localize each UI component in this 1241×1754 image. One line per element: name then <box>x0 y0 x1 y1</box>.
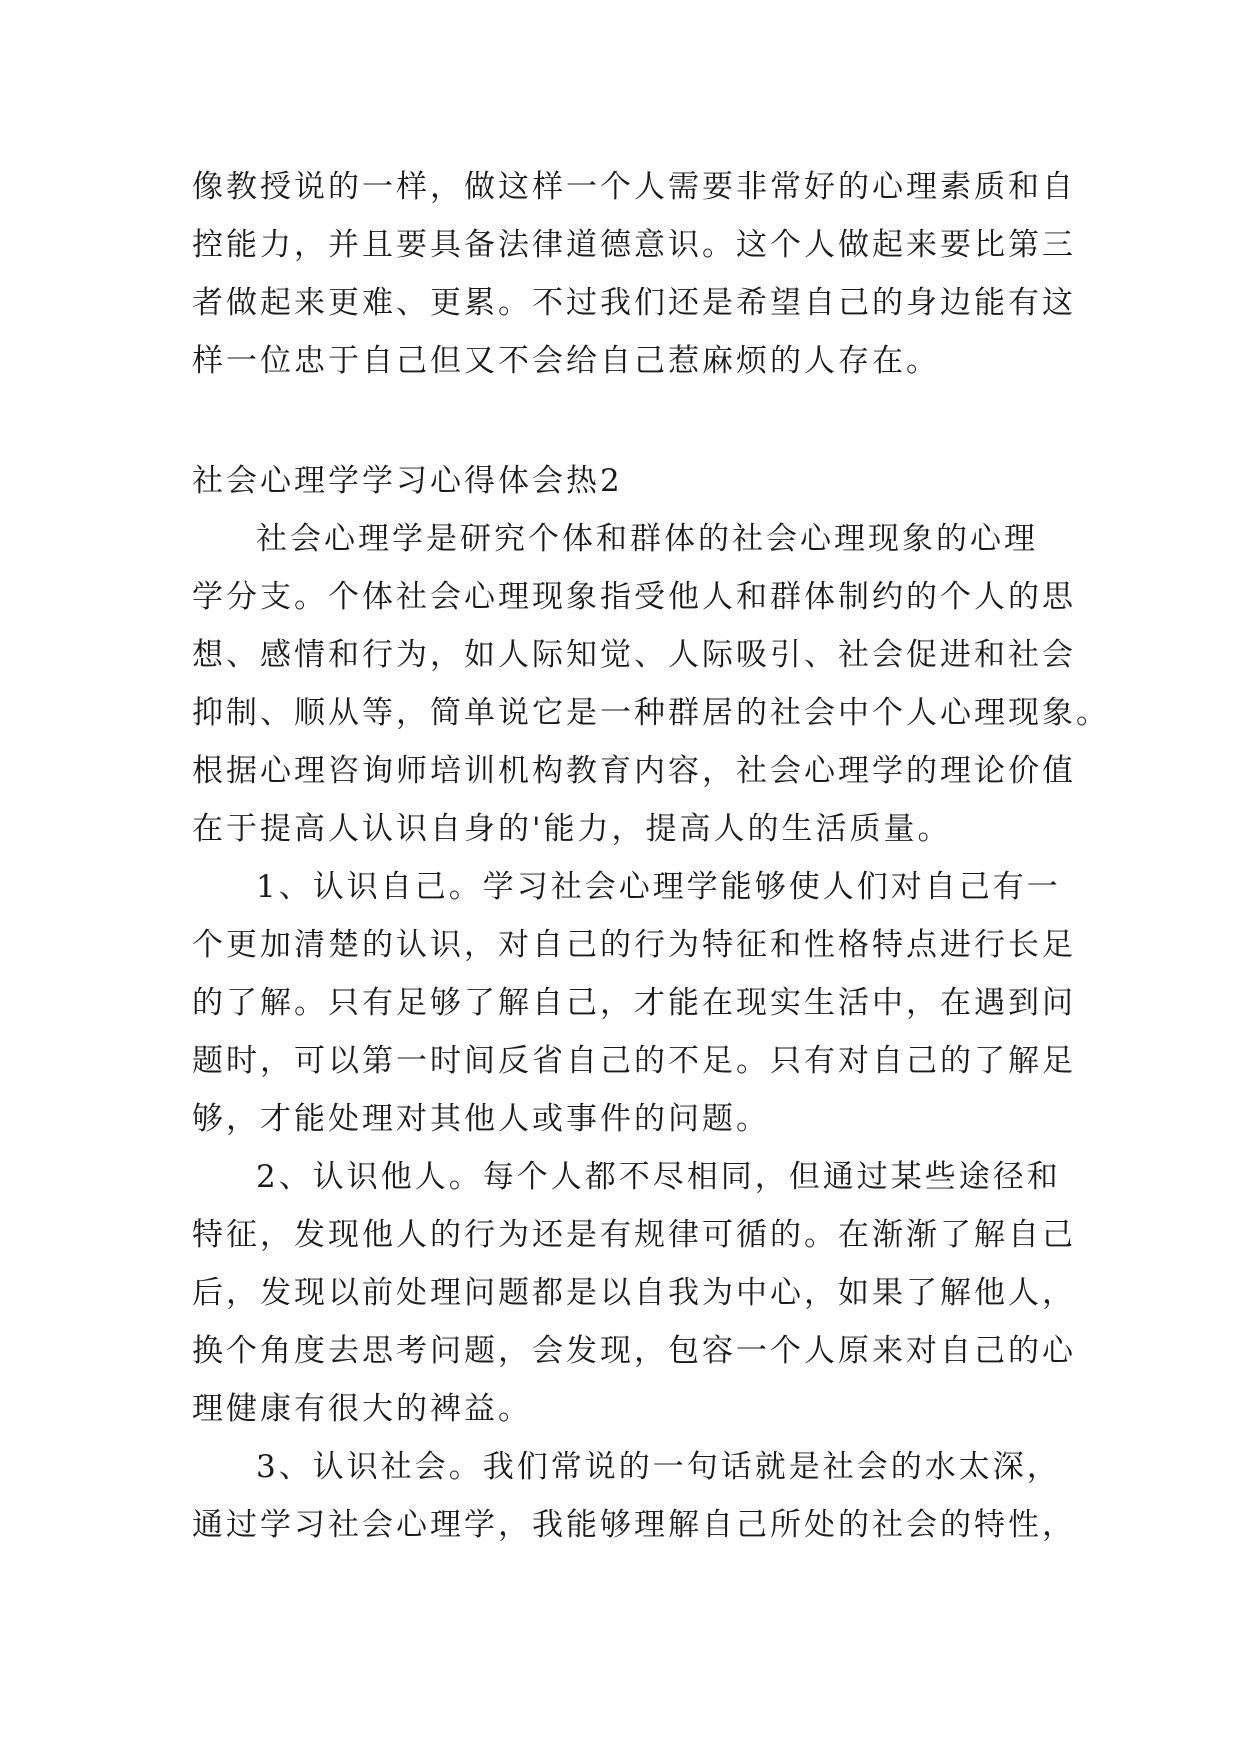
text-line: 学分支。个体社会心理现象指受他人和群体制约的个人的思 <box>192 579 1076 615</box>
text-line: 题时，可以第一时间反省自己的不足。只有对自己的了解足 <box>192 1043 1076 1079</box>
text-line: 特征，发现他人的行为还是有规律可循的。在渐渐了解自己 <box>192 1217 1076 1253</box>
text-line: 在于提高人认识自身的'能力，提高人的生活质量。 <box>192 811 952 847</box>
intro-paragraph <box>192 510 1110 858</box>
text-line: 抑制、顺从等，简单说它是一种群居的社会中个人心理现象。 <box>192 695 1110 731</box>
text-line: 3、认识社会。我们常说的一句话就是社会的水太深， <box>256 1449 1061 1485</box>
text-line: 样一位忠于自己但又不会给自己惹麻烦的人存在。 <box>192 343 940 379</box>
text-line: 像教授说的一样，做这样一个人需要非常好的心理素质和自 <box>192 169 1076 205</box>
text-line: 够，才能处理对其他人或事件的问题。 <box>192 1101 770 1137</box>
text-line: 控能力，并且要具备法律道德意识。这个人做起来要比第三 <box>192 227 1076 263</box>
text-line: 者做起来更难、更累。不过我们还是希望自己的身边能有这 <box>192 285 1076 321</box>
text-line: 个更加清楚的认识，对自己的行为特征和性格特点进行长足 <box>192 927 1076 963</box>
section-heading: 社会心理学学习心得体会热2 <box>192 463 623 499</box>
document-body <box>192 158 1110 1554</box>
point-3-paragraph <box>192 1438 1076 1554</box>
text-line: 通过学习社会心理学，我能够理解自己所处的社会的特性， <box>192 1507 1076 1543</box>
text-line: 后，发现以前处理问题都是以自我为中心，如果了解他人， <box>192 1275 1076 1311</box>
paragraph-gap <box>192 390 1052 452</box>
text-line: 的了解。只有足够了解自己，才能在现实生活中，在遇到问 <box>192 985 1076 1021</box>
text-line: 理健康有很大的裨益。 <box>192 1391 532 1427</box>
text-line: 想、感情和行为，如人际知觉、人际吸引、社会促进和社会 <box>192 637 1076 673</box>
text-line: 换个角度去思考问题，会发现，包容一个人原来对自己的心 <box>192 1333 1076 1369</box>
continuation-paragraph <box>192 158 1076 390</box>
text-line: 2、认识他人。每个人都不尽相同，但通过某些途径和 <box>256 1159 1061 1195</box>
point-1-paragraph <box>192 858 1076 1148</box>
point-2-paragraph <box>192 1148 1076 1438</box>
text-line: 根据心理咨询师培训机构教育内容，社会心理学的理论价值 <box>192 753 1076 789</box>
text-line: 社会心理学是研究个体和群体的社会心理现象的心理 <box>256 521 1038 557</box>
text-line: 1、认识自己。学习社会心理学能够使人们对自己有一 <box>256 869 1061 905</box>
